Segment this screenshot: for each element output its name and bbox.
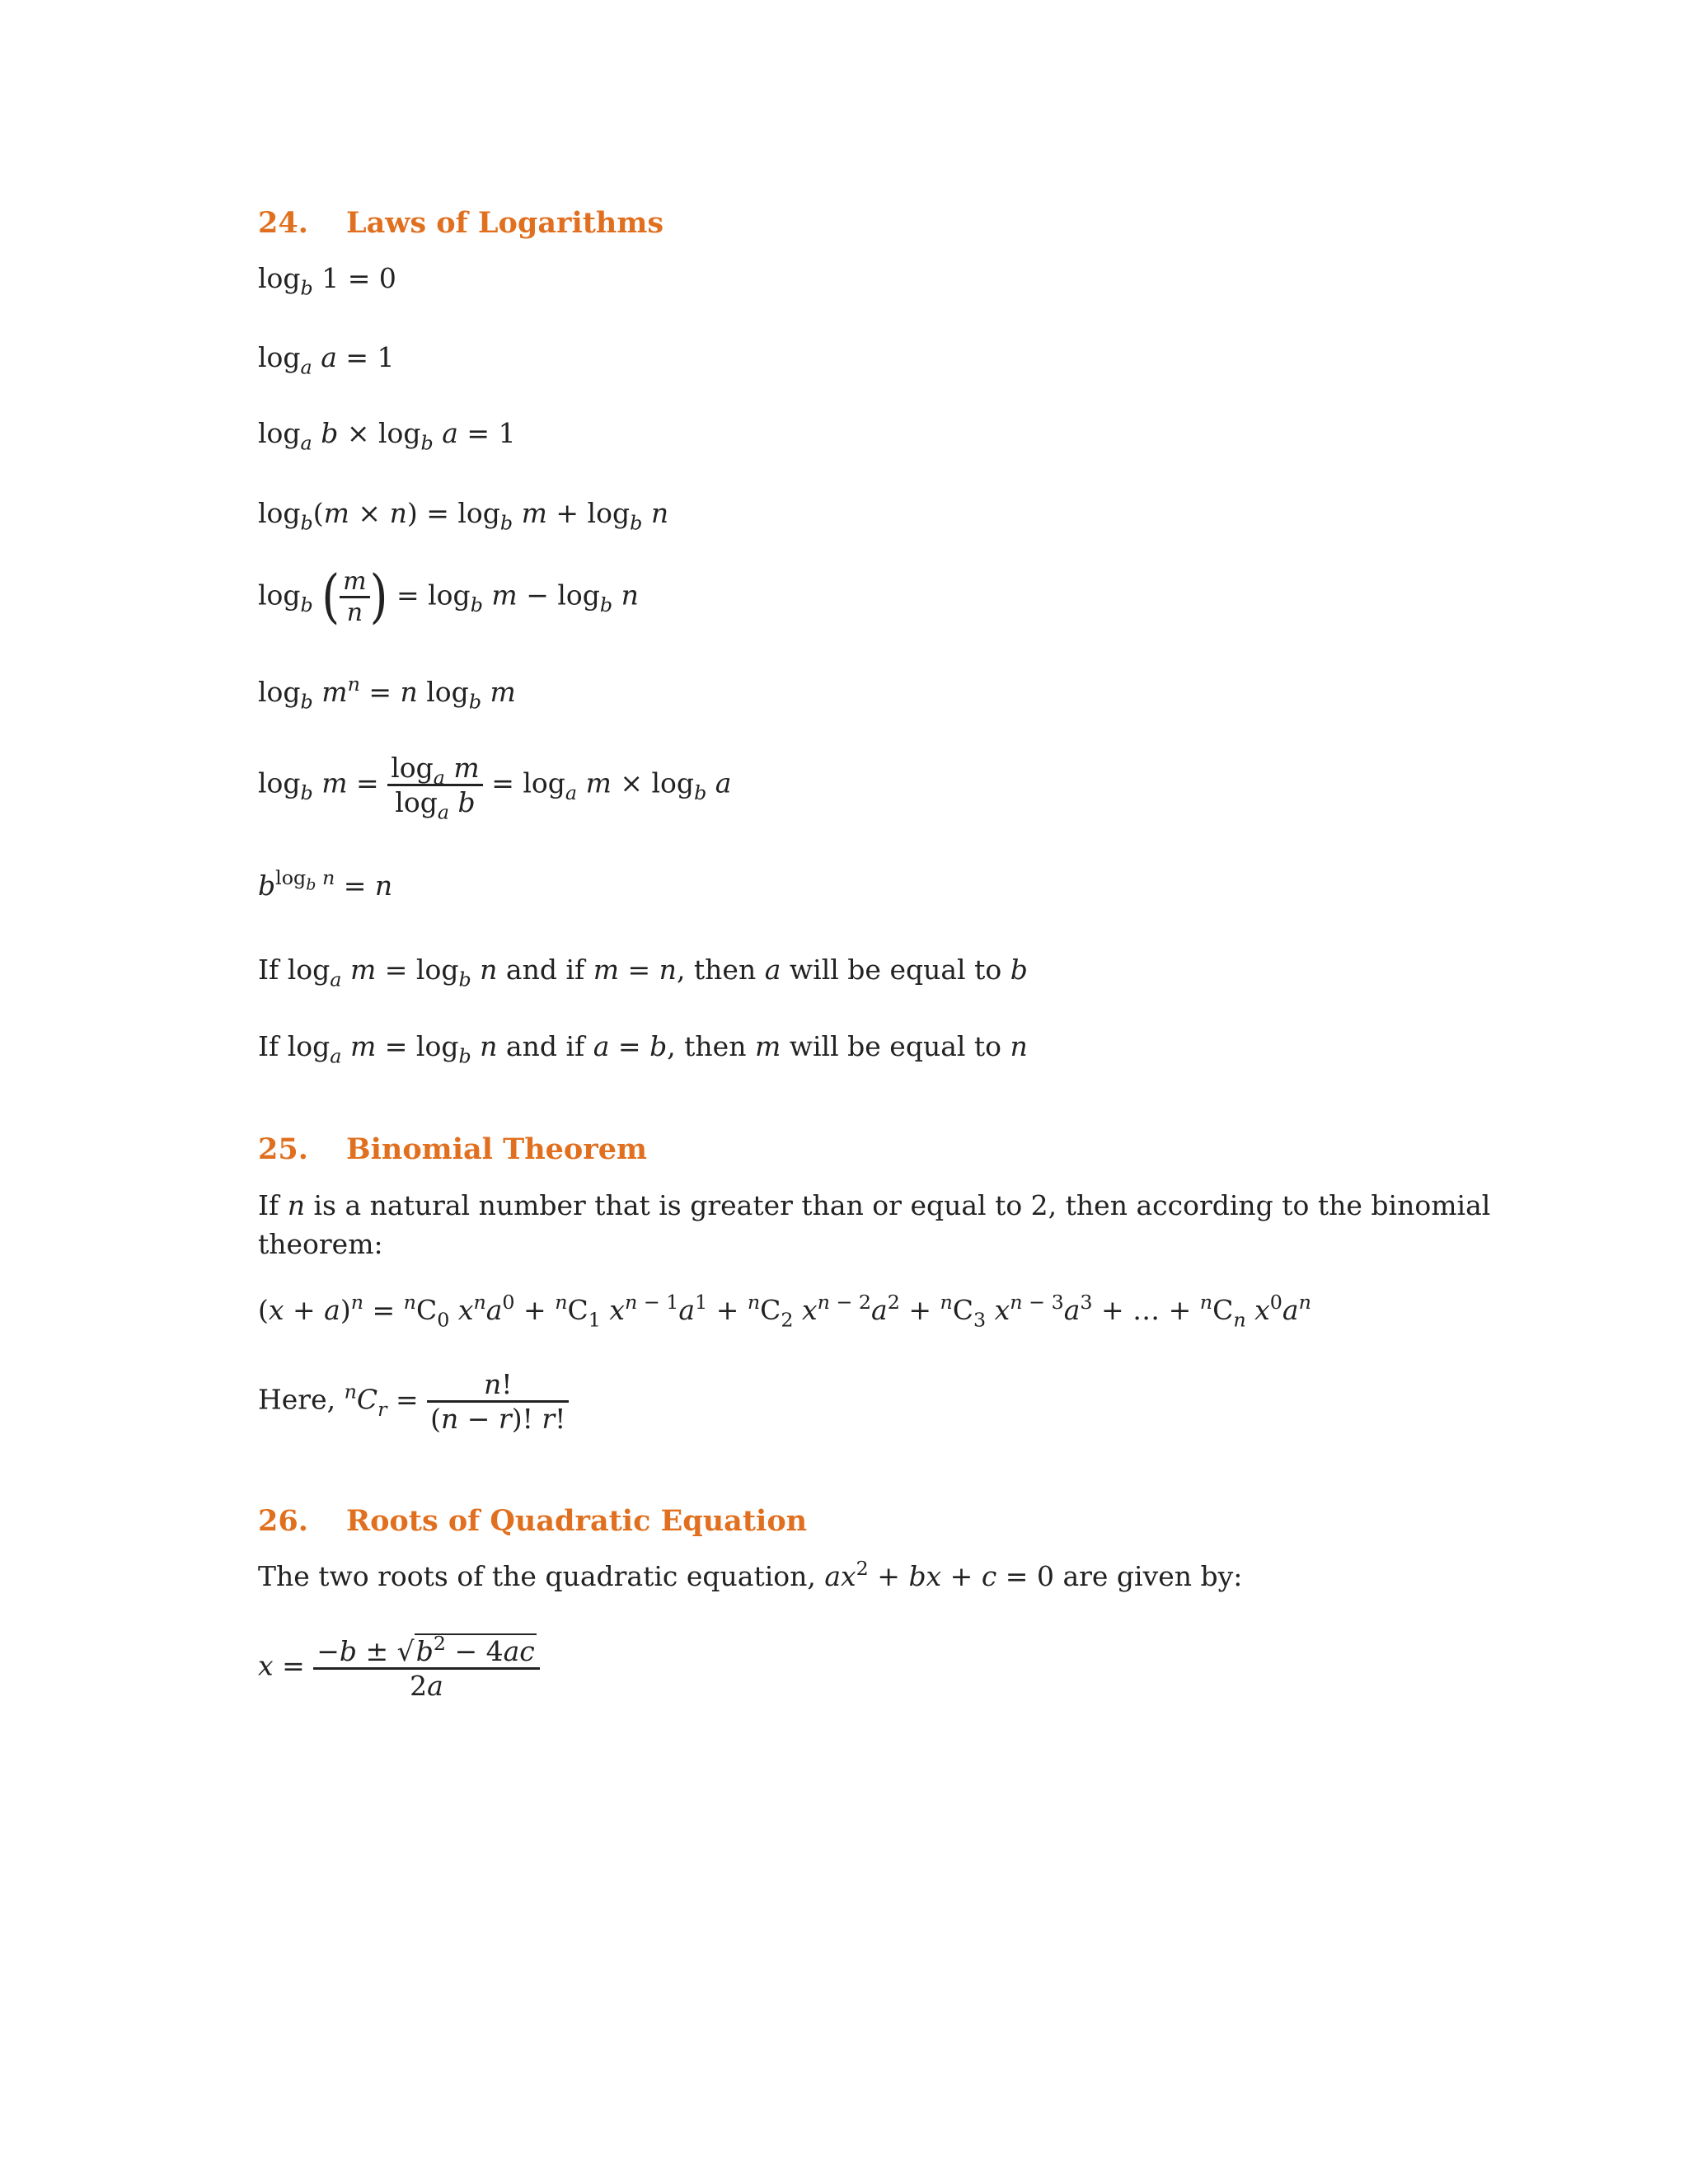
log-rule-8: $b^{log_b n} = n$ — [258, 865, 393, 902]
section-number: 24. — [258, 206, 308, 240]
log-rule-4: $\log_b(m \times n) = \log_b m + \log_b n$ — [258, 497, 669, 535]
binomial-intro-line-2: theorem: — [258, 1228, 383, 1260]
section-title: Binomial Theorem — [346, 1132, 648, 1166]
quadratic-intro: The two roots of the quadratic equation, $ax^2$ + bx + c = 0 are given by: — [258, 1556, 1243, 1592]
section-title: Laws of Logarithms — [346, 206, 664, 240]
log-rule-5: $\log_b$ ( $\frac{m}{n}$ ) = $\log_b m - \log_b n$ — [258, 563, 639, 631]
log-rule-7: $\log_b m$ = $\frac{\log_a m}{\log_a b}$ = $\log_a m \times \log_b a$ — [258, 752, 732, 824]
log-rule-3: $\log_a b \times \log_b a = 1$ — [258, 417, 516, 455]
log-rule-1: $\log_b 1 = 0$ — [258, 262, 396, 300]
section-title: Roots of Quadratic Equation — [346, 1504, 808, 1538]
quadratic-formula: x = $\frac{-b \pm √b^2 - 4ac}{2a}$ — [258, 1633, 540, 1702]
section-number: 25. — [258, 1132, 308, 1166]
binomial-expansion: $(x + a)^n = ^nC_0$ $x^na^0 + ^nC_1$ $x^{n - 1}a^1 + ^nC_2$ $x^{n - 2}a^2 + ^nC_3$ $x^{n - 3}a^3$ + … + $^nC_n$ $x^0a^n$ — [258, 1290, 1311, 1332]
log-rule-2: $\log_a a = 1$ — [258, 341, 395, 379]
section-number: 26. — [258, 1504, 308, 1538]
log-rule-9: If $\log_a m = \log_b n$ and if m = n, then a will be equal to b — [258, 954, 1028, 991]
binomial-intro-line-1: If n is a natural number that is greater than or equal to 2, then according to the binomial — [258, 1189, 1491, 1221]
log-rule-6: $\log_b m^n = n$ $\log_b m$ — [258, 672, 516, 714]
log-rule-10: If $\log_a m = \log_b n$ and if a = b, then m will be equal to n — [258, 1030, 1028, 1068]
binomial-coefficient: Here, $^nC_r$ = $\frac{n!}{(n - r)! r!}$ — [258, 1368, 569, 1435]
